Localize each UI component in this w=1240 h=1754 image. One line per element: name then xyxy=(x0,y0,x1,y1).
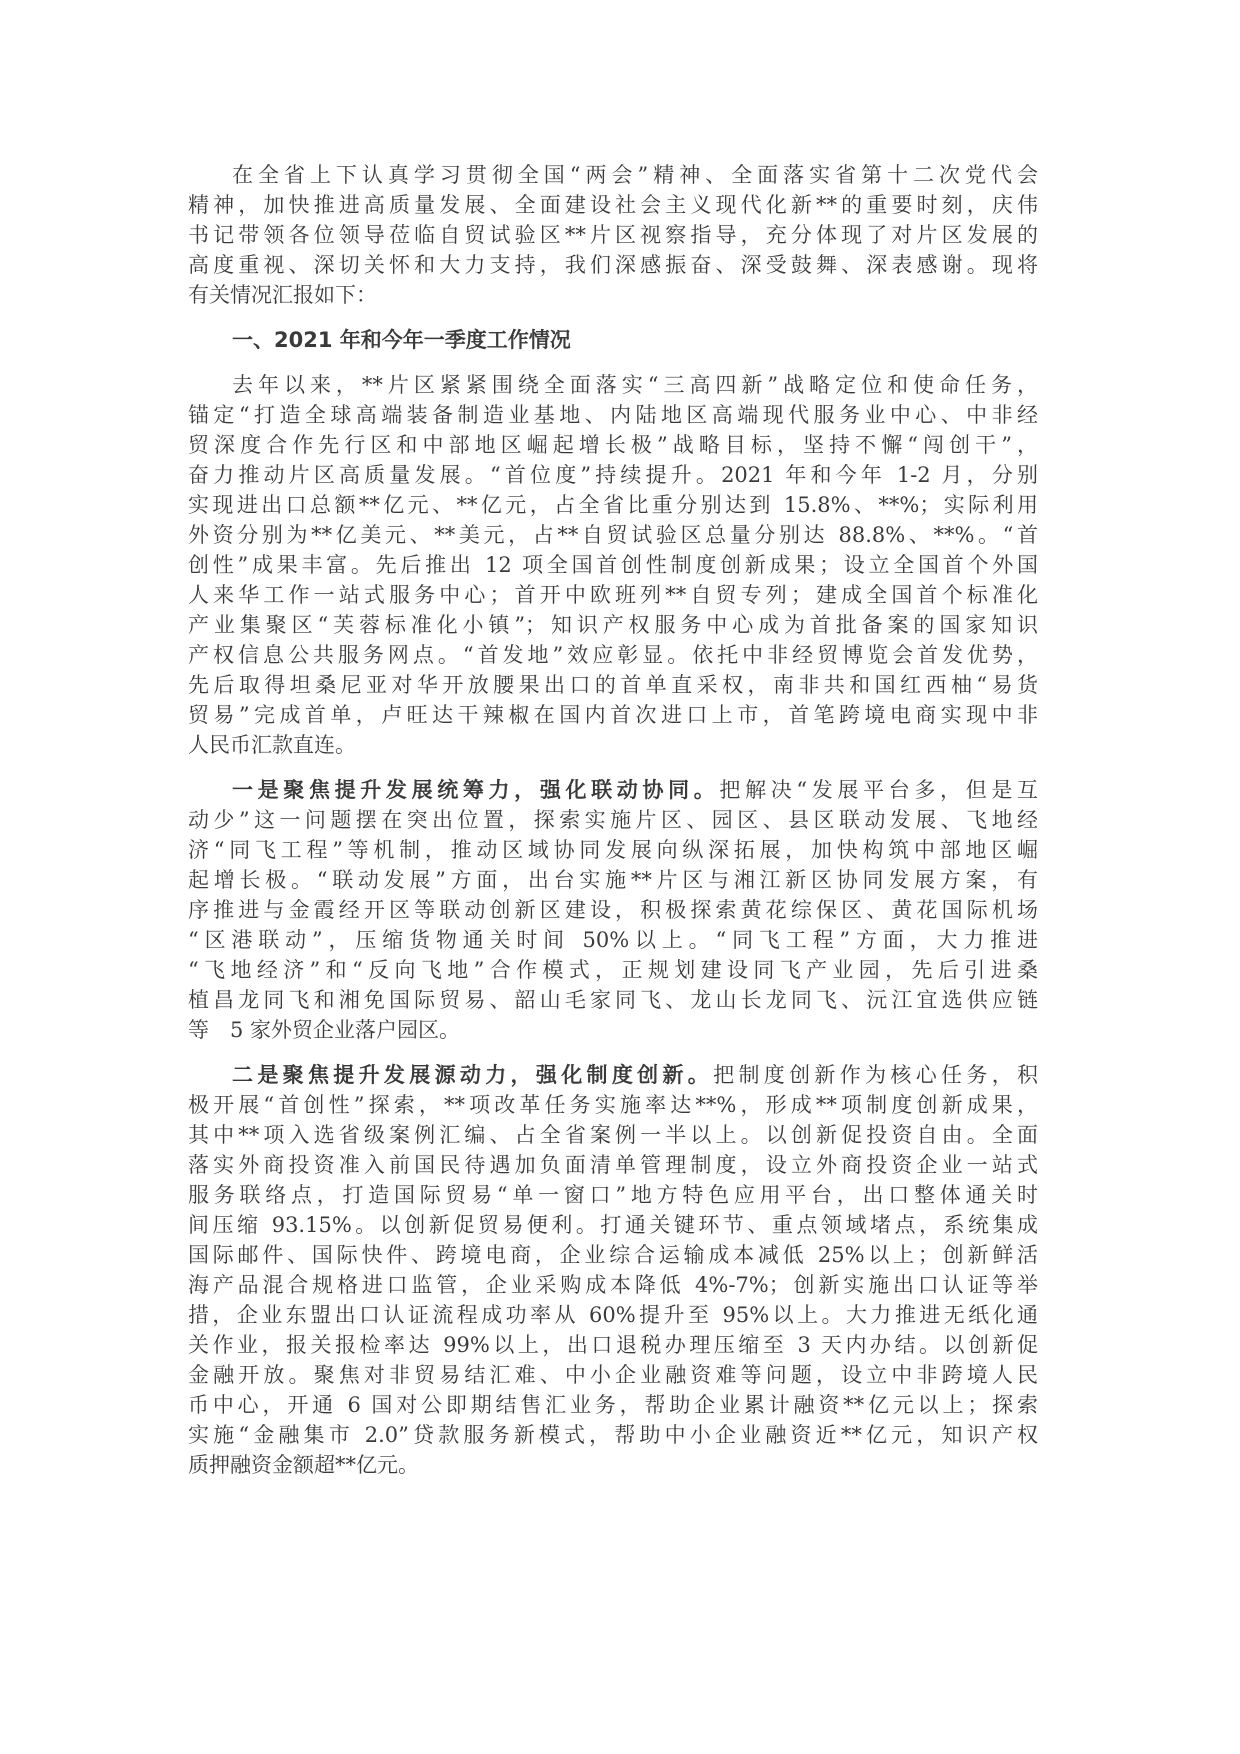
text-line: 先后取得坦桑尼亚对华开放腰果出口的首单直采权，南非共和国红西柚“易货 xyxy=(188,673,1038,697)
text-line: 间压缩 93.15%。以创新促贸易便利。打通关键环节、重点领域堵点，系统集成 xyxy=(188,1213,1038,1237)
text-line: 起增长极。“联动发展”方面，出台实施**片区与湘江新区协同发展方案，有 xyxy=(188,868,1038,892)
text-line: 在全省上下认真学习贯彻全国“两会”精神、全面落实省第十二次党代会 xyxy=(232,163,1038,187)
text-line: 书记带领各位领导莅临自贸试验区**片区视察指导，充分体现了对片区发展的 xyxy=(188,223,1038,247)
text-line: 人来华工作一站式服务中心；首开中欧班列**自贸专列；建成全国首个标准化 xyxy=(188,583,1038,607)
text-line: 措，企业东盟出口认证流程成功率从 60%提升至 95%以上。大力推进无纸化通 xyxy=(188,1303,1038,1327)
text-line xyxy=(188,1060,1038,1090)
point-two-lead: 二是聚焦提升发展源动力，强化制度创新。 xyxy=(232,1063,714,1087)
text-line: 等 5 家外贸企业落户园区。 xyxy=(188,1018,461,1042)
text-line: 贸深度合作先行区和中部地区崛起增长极”战略目标，坚持不懈“闯创干”， xyxy=(188,433,1038,457)
section-heading: 一、2021 年和今年一季度工作情况 xyxy=(232,328,571,352)
point-one-first-line-rest: 把解决“发展平台多，但是互 xyxy=(719,778,1038,802)
text-line: 贸易”完成首单，卢旺达干辣椒在国内首次进口上市，首笔跨境电商实现中非 xyxy=(188,703,1038,727)
text-line: “区港联动”，压缩货物通关时间 50%以上。“同飞工程”方面，大力推进 xyxy=(188,928,1038,952)
text-line: 落实外商投资准入前国民待遇加负面清单管理制度，设立外商投资企业一站式 xyxy=(188,1153,1038,1177)
text-line: 实现进出口总额**亿元、**亿元，占全省比重分别达到 15.8%、**%；实际利用 xyxy=(188,493,1038,517)
text-line: 服务联络点，打造国际贸易“单一窗口”地方特色应用平台，出口整体通关时 xyxy=(188,1183,1038,1207)
text-line: 序推进与金霞经开区等联动创新区建设，积极探索黄花综保区、黄花国际机场 xyxy=(188,898,1038,922)
text-line: 植昌龙同飞和湘免国际贸易、韶山毛家同飞、龙山长龙同飞、沅江宜选供应链 xyxy=(188,988,1038,1012)
text-line: 极开展“首创性”探索，**项改革任务实施率达**%，形成**项制度创新成果， xyxy=(188,1093,1038,1117)
text-line: 金融开放。聚焦对非贸易结汇难、中小企业融资难等问题，设立中非跨境人民 xyxy=(188,1363,1038,1387)
text-line: 创性”成果丰富。先后推出 12 项全国首创性制度创新成果；设立全国首个外国 xyxy=(188,553,1038,577)
text-line: 产业集聚区“芙蓉标准化小镇”；知识产权服务中心成为首批备案的国家知识 xyxy=(188,613,1038,637)
text-line: 海产品混合规格进口监管，企业采购成本降低 4%-7%；创新实施出口认证等举 xyxy=(188,1273,1038,1297)
text-line: 国际邮件、国际快件、跨境电商，企业综合运输成本减低 25%以上；创新鲜活 xyxy=(188,1243,1038,1267)
text-line: 有关情况汇报如下： xyxy=(188,283,377,307)
text-line: 币中心，开通 6 国对公即期结售汇业务，帮助企业累计融资**亿元以上；探索 xyxy=(188,1393,1038,1417)
text-line: 外资分别为**亿美元、**美元，占**自贸试验区总量分别达 88.8%、**%。“首 xyxy=(188,523,1038,547)
paragraph-gap xyxy=(188,1045,1038,1060)
text-line: 动少”这一问题摆在突出位置，探索实施片区、园区、县区联动发展、飞地经 xyxy=(188,808,1038,832)
point-two-paragraph xyxy=(188,1060,1038,1480)
point-one-paragraph xyxy=(188,775,1038,1045)
overview-paragraph xyxy=(188,370,1038,760)
text-line: 奋力推动片区高质量发展。“首位度”持续提升。2021 年和今年 1-2 月，分别 xyxy=(188,463,1038,487)
text-line: 实施“金融集市 2.0”贷款服务新模式，帮助中小企业融资近**亿元，知识产权 xyxy=(188,1423,1038,1447)
text-line: 关作业，报关报检率达 99%以上，出口退税办理压缩至 3 天内办结。以创新促 xyxy=(188,1333,1038,1357)
text-line: 质押融资金额超**亿元。 xyxy=(188,1453,419,1477)
paragraph-gap xyxy=(188,760,1038,775)
text-line: 济“同飞工程”等机制，推动区域协同发展向纵深拓展，加快构筑中部地区崛 xyxy=(188,838,1038,862)
text-line: 去年以来，**片区紧紧围绕全面落实“三高四新”战略定位和使命任务， xyxy=(232,373,1038,397)
text-line: 高度重视、深切关怀和大力支持，我们深感振奋、深受鼓舞、深表感谢。现将 xyxy=(188,253,1038,277)
text-line: 人民币汇款直连。 xyxy=(188,733,356,757)
intro-paragraph xyxy=(188,160,1038,310)
text-line xyxy=(188,775,1038,805)
document-body xyxy=(188,160,1038,1480)
text-line: 锚定“打造全球高端装备制造业基地、内陆地区高端现代服务业中心、中非经 xyxy=(188,403,1038,427)
point-two-first-line-rest: 把制度创新作为核心任务，积 xyxy=(713,1063,1039,1087)
text-line: 产权信息公共服务网点。“首发地”效应彰显。依托中非经贸博览会首发优势， xyxy=(188,643,1038,667)
point-one-lead: 一是聚焦提升发展统筹力，强化联动协同。 xyxy=(232,778,720,802)
text-line: 精神，加快推进高质量发展、全面建设社会主义现代化新**的重要时刻，庆伟 xyxy=(188,193,1038,217)
text-line: 其中**项入选省级案例汇编、占全省案例一半以上。以创新促投资自由。全面 xyxy=(188,1123,1038,1147)
text-line: “飞地经济”和“反向飞地”合作模式，正规划建设同飞产业园，先后引进桑 xyxy=(188,958,1038,982)
